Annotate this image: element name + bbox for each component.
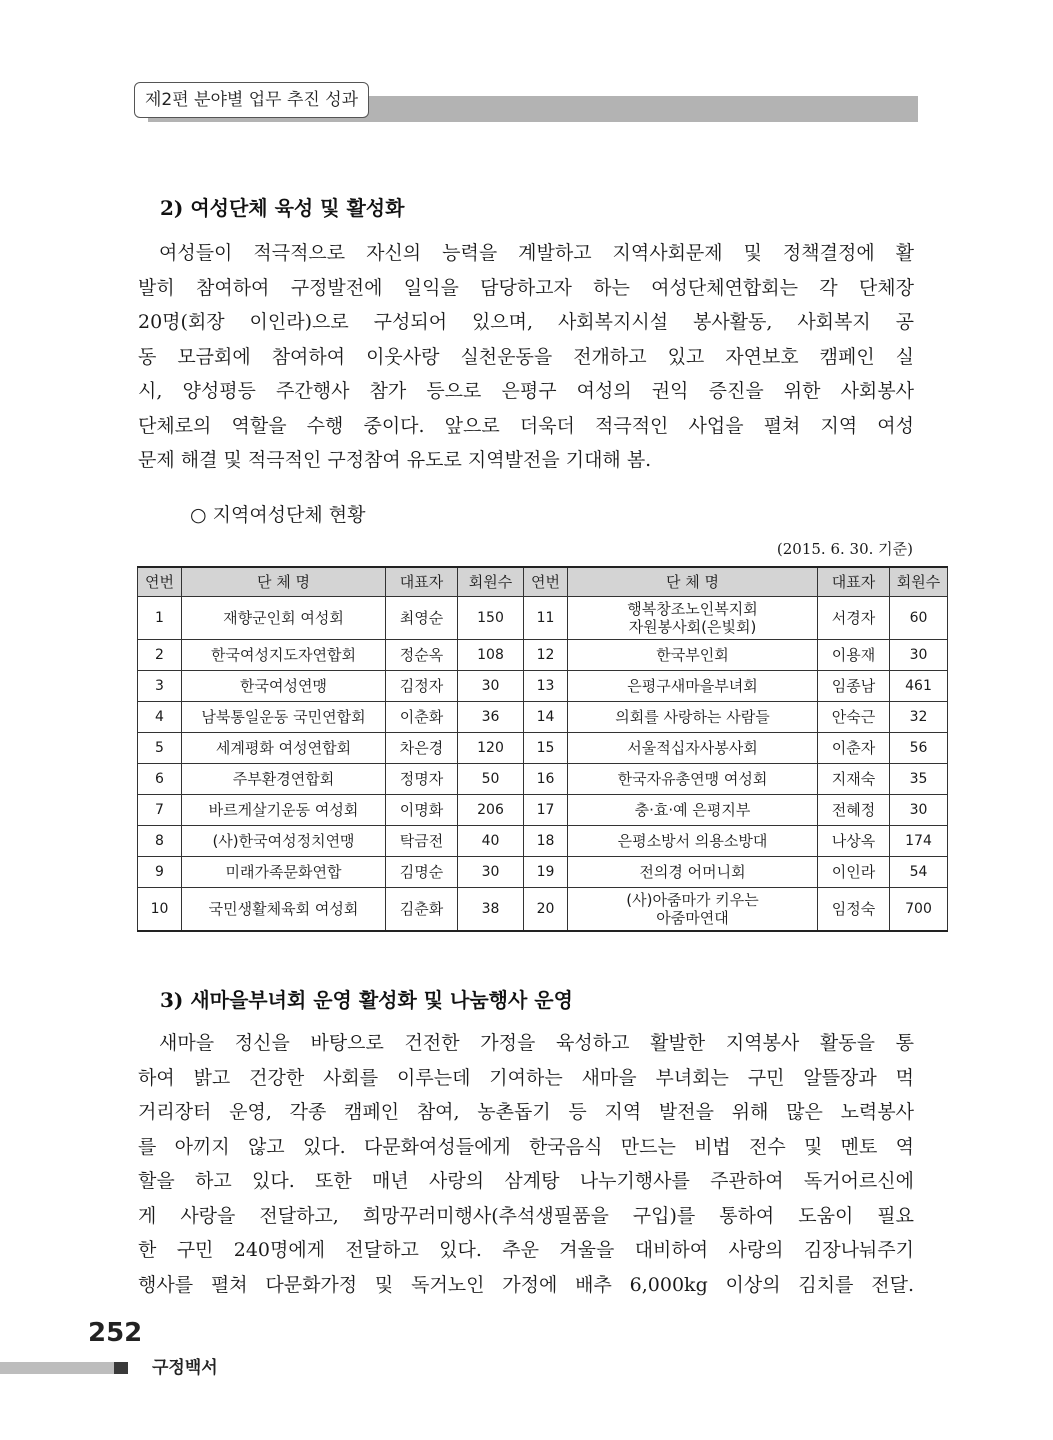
book-title: 구정백서 — [152, 1358, 218, 1378]
table-cell: 이춘자 — [818, 733, 890, 764]
table-cell: 14 — [524, 702, 568, 733]
paragraph-line: 게 사랑을 전달하고, 희망꾸러미행사(추석생필품을 구입)를 통하여 도움이 필요 — [138, 1204, 914, 1227]
table-cell: 7 — [138, 795, 182, 826]
table-cell: 이용재 — [818, 640, 890, 671]
footer-bar — [0, 1362, 114, 1374]
table-cell: 1 — [138, 597, 182, 640]
paragraph-line: 시, 양성평등 주간행사 참가 등으로 은평구 여성의 권익 증진을 위한 사회봉사 — [138, 380, 914, 402]
table-row — [138, 888, 948, 932]
section-2-title: 2) 여성단체 육성 및 활성화 — [160, 196, 405, 220]
paragraph-line: 를 아끼지 않고 있다. 다문화여성들에게 한국음식 만드는 비법 전수 및 멘토 역 — [138, 1135, 914, 1158]
table-row — [138, 826, 948, 857]
chapter-label: 제2편 분야별 업무 추진 성과 — [134, 82, 369, 118]
column-header: 회원수 — [890, 567, 948, 597]
section-2-paragraph — [138, 236, 914, 478]
table-cell: 36 — [458, 702, 524, 733]
table-cell: 행복창조노인복지회 자원봉사회(은빛회) — [568, 597, 818, 640]
table-cell: 30 — [890, 640, 948, 671]
table-cell: 이명화 — [386, 795, 458, 826]
paragraph-line: 단체로의 역할을 수행 중이다. 앞으로 더욱더 적극적인 사업을 펼쳐 지역 여성 — [138, 414, 914, 437]
table-cell: 108 — [458, 640, 524, 671]
table-cell: 6 — [138, 764, 182, 795]
table-cell: 서울적십자사봉사회 — [568, 733, 818, 764]
table-cell: 서경자 — [818, 597, 890, 640]
table-cell: 17 — [524, 795, 568, 826]
table-cell: 30 — [458, 671, 524, 702]
table-row — [138, 795, 948, 826]
table-cell: 탁금전 — [386, 826, 458, 857]
paragraph-line: 동 모금회에 참여하여 이웃사랑 실천운동을 전개하고 있고 자연보호 캠페인 실 — [138, 345, 914, 368]
table-cell: 김명순 — [386, 857, 458, 888]
paragraph-line: 한 구민 240명에게 전달하고 있다. 추운 겨울을 대비하여 사랑의 김장나눠주기 — [138, 1239, 914, 1261]
table-header-row — [138, 567, 948, 597]
paragraph-line: 20명(회장 이인라)으로 구성되어 있으며, 사회복지시설 봉사활동, 사회복지 공 — [138, 311, 914, 333]
table-cell: 4 — [138, 702, 182, 733]
column-header: 대표자 — [818, 567, 890, 597]
table-cell: 나상옥 — [818, 826, 890, 857]
paragraph-line: 발히 참여하여 구정발전에 일익을 담당하고자 하는 여성단체연합회는 각 단체장 — [138, 276, 914, 299]
table-cell: 이인라 — [818, 857, 890, 888]
table-cell: 전의경 어머니회 — [568, 857, 818, 888]
table-cell: 13 — [524, 671, 568, 702]
table-cell: 재향군인회 여성회 — [182, 597, 386, 640]
table-cell: 안숙근 — [818, 702, 890, 733]
table-cell: 정명자 — [386, 764, 458, 795]
table-cell: 32 — [890, 702, 948, 733]
table-cell: 150 — [458, 597, 524, 640]
table-cell: 5 — [138, 733, 182, 764]
table-cell: (사)아줌마가 키우는 아줌마연대 — [568, 888, 818, 932]
paragraph-line: 할을 하고 있다. 또한 매년 사랑의 삼계탕 나누기행사를 주관하여 독거어르신에 — [138, 1170, 914, 1192]
table-cell: 38 — [458, 888, 524, 932]
table-cell: 미래가족문화연합 — [182, 857, 386, 888]
paragraph-line: 거리장터 운영, 각종 캠페인 참여, 농촌돕기 등 지역 발전을 위해 많은 노력봉사 — [138, 1101, 914, 1123]
as-of-date: (2015. 6. 30. 기준) — [776, 540, 913, 558]
table-cell: 바르게살기운동 여성회 — [182, 795, 386, 826]
table-cell: 10 — [138, 888, 182, 932]
table-cell: 174 — [890, 826, 948, 857]
table-cell: 은평구새마을부녀회 — [568, 671, 818, 702]
paragraph-line: 행사를 펼쳐 다문화가정 및 독거노인 가정에 배추 6,000kg 이상의 김치를 전달. — [138, 1273, 914, 1296]
table-cell: 한국부인회 — [568, 640, 818, 671]
table-cell: 한국자유총연맹 여성회 — [568, 764, 818, 795]
column-header: 연번 — [524, 567, 568, 597]
table-cell: 임종남 — [818, 671, 890, 702]
paragraph-line: 하여 밝고 건강한 사회를 이루는데 기여하는 새마을 부녀회는 구민 알뜰장과 먹 — [138, 1066, 914, 1089]
table-cell: 2 — [138, 640, 182, 671]
table-cell: 한국여성지도자연합회 — [182, 640, 386, 671]
table-cell: 전혜정 — [818, 795, 890, 826]
column-header: 연번 — [138, 567, 182, 597]
table-cell: 국민생활체육회 여성회 — [182, 888, 386, 932]
table-cell: 충·효·예 은평지부 — [568, 795, 818, 826]
table-cell: 206 — [458, 795, 524, 826]
table-row — [138, 640, 948, 671]
footer-square — [114, 1362, 128, 1374]
table-row — [138, 733, 948, 764]
section-3-paragraph — [138, 1026, 914, 1302]
table-cell: 56 — [890, 733, 948, 764]
paragraph-line: 문제 해결 및 적극적인 구정참여 유도로 지역발전을 기대해 봄. — [138, 449, 652, 471]
table-cell: 이춘화 — [386, 702, 458, 733]
table-cell: 3 — [138, 671, 182, 702]
table-caption: ○ 지역여성단체 현황 — [190, 504, 366, 526]
table-cell: 60 — [890, 597, 948, 640]
table-cell: 한국여성연맹 — [182, 671, 386, 702]
table-cell: 8 — [138, 826, 182, 857]
table-cell: 700 — [890, 888, 948, 932]
table-cell: 120 — [458, 733, 524, 764]
paragraph-line: 새마을 정신을 바탕으로 건전한 가정을 육성하고 활발한 지역봉사 활동을 통 — [159, 1032, 914, 1054]
table-cell: 50 — [458, 764, 524, 795]
table-row — [138, 857, 948, 888]
table-cell: 최영순 — [386, 597, 458, 640]
table-cell: 김정자 — [386, 671, 458, 702]
table-cell: 15 — [524, 733, 568, 764]
table-cell: 주부환경연합회 — [182, 764, 386, 795]
section-3-title: 3) 새마을부녀회 운영 활성화 및 나눔행사 운영 — [160, 988, 573, 1012]
table-cell: 20 — [524, 888, 568, 932]
table-cell: (사)한국여성정치연맹 — [182, 826, 386, 857]
table-cell: 지재숙 — [818, 764, 890, 795]
table-cell: 18 — [524, 826, 568, 857]
paragraph-line: 여성들이 적극적으로 자신의 능력을 계발하고 지역사회문제 및 정책결정에 활 — [159, 242, 914, 264]
table-cell: 40 — [458, 826, 524, 857]
table-cell: 남북통일운동 국민연합회 — [182, 702, 386, 733]
table-cell: 김춘화 — [386, 888, 458, 932]
table-row — [138, 597, 948, 640]
column-header: 단 체 명 — [182, 567, 386, 597]
table-cell: 35 — [890, 764, 948, 795]
table-cell: 54 — [890, 857, 948, 888]
table-cell: 의회를 사랑하는 사람들 — [568, 702, 818, 733]
column-header: 대표자 — [386, 567, 458, 597]
table-cell: 차은경 — [386, 733, 458, 764]
table-cell: 은평소방서 의용소방대 — [568, 826, 818, 857]
table-cell: 16 — [524, 764, 568, 795]
women-organizations-table — [137, 566, 948, 932]
column-header: 단 체 명 — [568, 567, 818, 597]
table-cell: 세계평화 여성연합회 — [182, 733, 386, 764]
page-number: 252 — [88, 1318, 143, 1348]
table-cell: 461 — [890, 671, 948, 702]
table-cell: 9 — [138, 857, 182, 888]
table-cell: 30 — [890, 795, 948, 826]
table-row — [138, 671, 948, 702]
table-cell: 12 — [524, 640, 568, 671]
table-cell: 30 — [458, 857, 524, 888]
table-cell: 19 — [524, 857, 568, 888]
table-cell: 임정숙 — [818, 888, 890, 932]
table-cell: 11 — [524, 597, 568, 640]
table-cell: 정순옥 — [386, 640, 458, 671]
table-row — [138, 702, 948, 733]
column-header: 회원수 — [458, 567, 524, 597]
table-row — [138, 764, 948, 795]
